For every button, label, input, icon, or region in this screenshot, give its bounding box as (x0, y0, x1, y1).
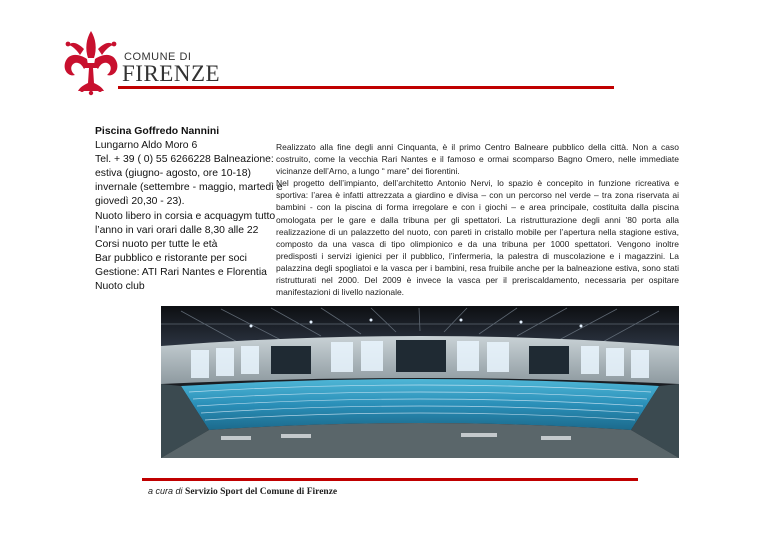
pool-panorama-photo (161, 306, 679, 458)
info-line: estiva (giugno- agosto, ore 10-18) (95, 168, 251, 180)
info-line: Corsi nuoto per tutte le età (95, 238, 218, 250)
footer-divider (142, 478, 638, 481)
info-line: l’anno in vari orari dalle 8,30 alle 22 (95, 224, 259, 236)
florentine-lily-icon (60, 25, 122, 97)
info-line: Bar pubblico e ristorante per soci (95, 252, 247, 264)
description-paragraph: Nel progetto dell’impianto, dell’architetto Antonio Nervi, lo spazio è concepito in funzione ricreativa e sportiva: l’area è infatti attrezzata a giardino e divisa – con un percorso nel verde – tra zona riservata ai bambini - con la piscina di forma irregolare e con i giochi – e area principale, costituita dalla piscina omologata per le gare e dalla tribuna per gli spettatori. La ristrutturazione degli anni ’80 porta alla realizzazione di un palazzetto del nuoto, con pareti in cristallo mobile per l’apertura nella stagione estiva, composto da una vasca di tipo olimpionico e da una tribuna per 1000 spettatori. Vengono inoltre predisposti i servizi igienici per il pubblico, l’infermeria, la palestra di muscolazione e i magazzini. La palazzina degli spogliatoi e la vasca per i bambini, resa fruibile anche per la balneazione estiva, sono stati ristrutturati nel 2000. Del 2009 è invece la vasca per il preriscaldamento, necessaria per ospitare manifestazioni di livello nazionale. (276, 178, 679, 298)
footer-prefix: a cura di (148, 486, 183, 496)
info-line: giovedì 20,30 - 23). (95, 196, 185, 208)
description-paragraph: Realizzato alla fine degli anni Cinquanta, è il primo Centro Balneare pubblico della città. Non a caso costruito, come la vecchia Rari Nantes e il famoso e ormai scomparso Bagno Omero, nelle immediate vicinanze dell’Arno, a lungo “ mare” dei fiorentini. (276, 142, 679, 177)
facility-description (276, 141, 679, 298)
comune-di-firenze-logo (60, 25, 220, 105)
info-line: Nuoto club (95, 281, 145, 293)
logo-text-small: COMUNE DI (124, 51, 192, 63)
info-line: Tel. + 39 ( 0) 55 6266228 Balneazione: (95, 154, 274, 166)
info-line: Nuoto libero in corsia e acquagym tutto (95, 210, 276, 222)
footer-organization: Servizio Sport del Comune di Firenze (185, 487, 338, 497)
info-line: Lungarno Aldo Moro 6 (95, 140, 198, 152)
facility-title: Piscina Goffredo Nannini (95, 126, 220, 137)
info-line: invernale (settembre - maggio, martedì e (95, 182, 283, 194)
header-divider (118, 86, 614, 89)
footer-credit (148, 486, 337, 497)
logo-text-big: FIRENZE (122, 61, 221, 86)
facility-info (95, 125, 283, 294)
info-line: Gestione: ATI Rari Nantes e Florentia (95, 266, 267, 278)
